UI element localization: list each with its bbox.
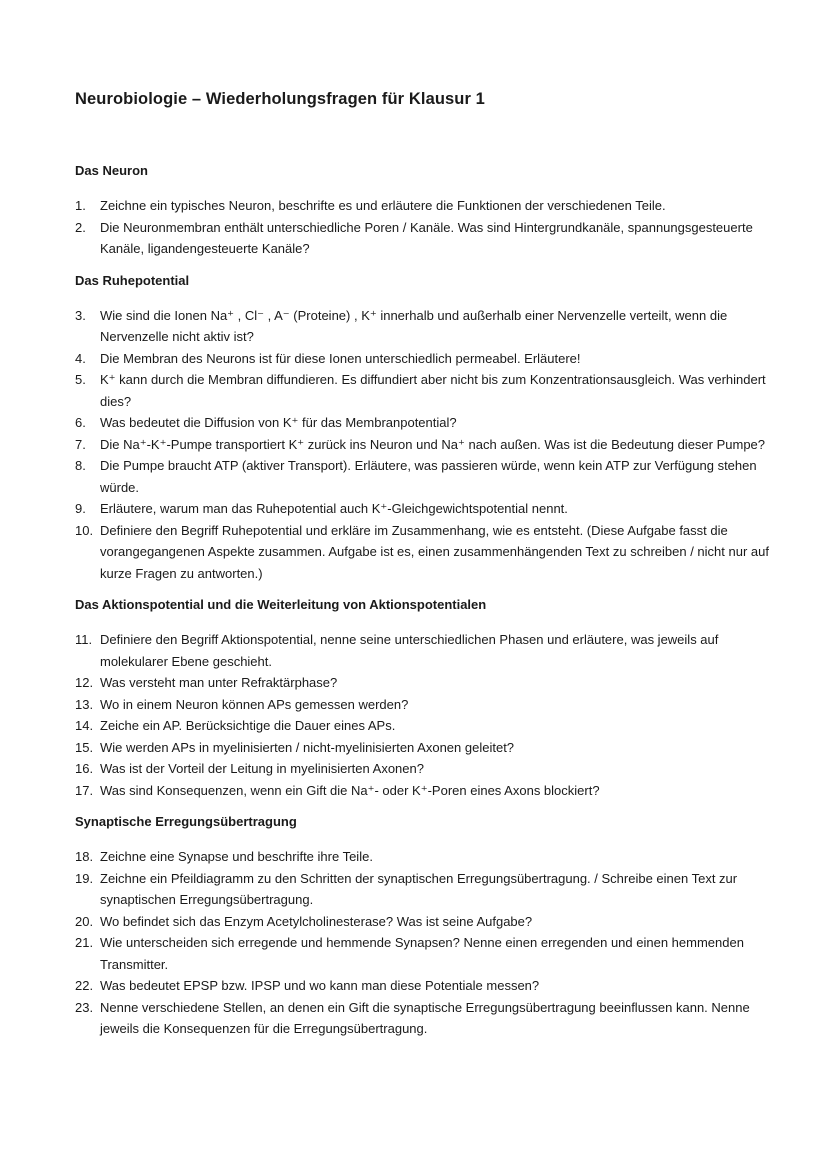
question-number: 5. (75, 372, 86, 387)
question-item (75, 694, 775, 716)
question-item (75, 737, 775, 759)
question-text: Was versteht man unter Refraktärphase? (100, 675, 338, 690)
question-text: Nenne verschiedene Stellen, an denen ein Gift die synaptische Erregungsübertragung beeinflussen kann. Nenne jeweils die Konsequenzen für die Erregungsübertragung. (100, 999, 750, 1036)
section (75, 813, 775, 1040)
question-item (75, 997, 775, 1040)
question-text: Wie sind die Ionen Na⁺ , Cl⁻ , A⁻ (Proteine) , K⁺ innerhalb und außerhalb einer Nervenzelle verteilt, wenn die Nervenzelle nicht aktiv ist? (100, 307, 728, 344)
question-item (75, 715, 775, 737)
question-text: Wo in einem Neuron können APs gemessen werden? (100, 696, 409, 712)
question-item (75, 305, 775, 348)
question-text: Zeichne eine Synapse und beschrifte ihre Teile. (100, 849, 373, 864)
section-heading: Das Ruhepotential (75, 272, 190, 288)
question-number: 1. (75, 198, 86, 213)
question-number: 15. (75, 739, 94, 755)
question-text: Wie unterscheiden sich erregende und hemmende Synapsen? Nenne einen erregenden und einen hemmenden Transmitter. (100, 935, 744, 972)
question-item (75, 434, 775, 456)
question-text: Die Membran des Neurons ist für diese Ionen unterschiedlich permeabel. Erläutere! (100, 350, 581, 366)
question-item (75, 911, 775, 933)
question-text: Wo befindet sich das Enzym Acetylcholinesterase? Was ist seine Aufgabe? (100, 913, 533, 929)
question-text: Zeiche ein AP. Berücksichtige die Dauer eines APs. (100, 718, 396, 733)
document-content (75, 88, 775, 1052)
question-text: Was bedeutet die Diffusion von K⁺ für das Membranpotential? (100, 415, 457, 430)
question-text: Die Neuronmembran enthält unterschiedliche Poren / Kanäle. Was sind Hintergrundkanäle, spannungsgesteuerte Kanäle, ligandengesteuerte Kanäle? (100, 219, 753, 256)
question-number: 19. (75, 870, 94, 886)
question-number: 11. (75, 632, 93, 647)
question-list (75, 305, 775, 585)
question-text: Die Pumpe braucht ATP (aktiver Transport). Erläutere, was passieren würde, wenn kein ATP zur Verfügung stehen würde. (100, 458, 757, 495)
question-item (75, 520, 775, 585)
question-number: 4. (75, 350, 86, 366)
question-item (75, 932, 775, 975)
section (75, 162, 775, 260)
question-text: Was sind Konsequenzen, wenn ein Gift die Na⁺- oder K⁺-Poren eines Axons blockiert? (100, 782, 600, 798)
question-item (75, 868, 775, 911)
section (75, 596, 775, 801)
question-text: Was ist der Vorteil der Leitung in myelinisierten Axonen? (100, 761, 424, 776)
question-number: 18. (75, 849, 94, 864)
question-text: Die Na⁺-K⁺-Pumpe transportiert K⁺ zurück ins Neuron und Na⁺ nach außen. Was ist die Bedeutung dieser Pumpe? (100, 436, 766, 452)
question-text: K⁺ kann durch die Membran diffundieren. Es diffundiert aber nicht bis zum Konzentrationsausgleich. Was verhindert dies? (100, 372, 766, 409)
section (75, 272, 775, 585)
question-text: Zeichne ein typisches Neuron, beschrifte es und erläutere die Funktionen der verschiedenen Teile. (100, 198, 666, 213)
document-title: Neurobiologie – Wiederholungsfragen für Klausur 1 (75, 90, 485, 108)
question-item (75, 412, 775, 434)
question-item (75, 455, 775, 498)
section-heading: Das Aktionspotential und die Weiterleitung von Aktionspotentialen (75, 597, 487, 612)
question-number: 9. (75, 501, 86, 516)
question-number: 3. (75, 307, 86, 323)
question-item (75, 629, 775, 672)
question-text: Erläutere, warum man das Ruhepotential auch K⁺-Gleichgewichtspotential nennt. (100, 501, 568, 516)
question-number: 7. (75, 436, 86, 452)
question-text: Was bedeutet EPSP bzw. IPSP und wo kann man diese Potentiale messen? (100, 978, 540, 993)
question-item (75, 195, 775, 217)
question-number: 21. (75, 935, 94, 950)
question-item (75, 672, 775, 694)
question-number: 2. (75, 219, 86, 235)
question-number: 16. (75, 761, 94, 776)
question-item (75, 758, 775, 780)
question-list (75, 629, 775, 801)
sections-container (75, 162, 775, 1040)
question-number: 10. (75, 522, 94, 538)
question-number: 14. (75, 718, 94, 733)
question-item (75, 369, 775, 412)
question-number: 12. (75, 675, 94, 690)
question-text: Wie werden APs in myelinisierten / nicht-myelinisierten Axonen geleitet? (100, 739, 515, 755)
question-number: 20. (75, 913, 94, 929)
question-list (75, 195, 775, 260)
question-number: 22. (75, 978, 94, 993)
question-list (75, 846, 775, 1040)
question-number: 6. (75, 415, 86, 430)
section-heading: Das Neuron (75, 163, 148, 178)
question-item (75, 780, 775, 802)
question-number: 17. (75, 782, 94, 798)
question-text: Definiere den Begriff Ruhepotential und erkläre im Zusammenhang, wie es entsteht. (Diese Aufgabe fasst die vorangegangenen Aspekte zusammen. Aufgabe ist es, einen zusammenhängenden Text zu schreiben / nicht nur auf kurze Fragen zu antworten.) (100, 522, 769, 581)
question-item (75, 348, 775, 370)
section-heading: Synaptische Erregungsübertragung (75, 814, 297, 829)
question-item (75, 217, 775, 260)
question-text: Definiere den Begriff Aktionspotential, nenne seine unterschiedlichen Phasen und erläutere, was jeweils auf molekularer Ebene geschieht. (100, 632, 719, 669)
question-item (75, 975, 775, 997)
question-number: 13. (75, 696, 94, 712)
question-number: 8. (75, 458, 86, 473)
question-item (75, 498, 775, 520)
question-number: 23. (75, 999, 94, 1015)
question-text: Zeichne ein Pfeildiagramm zu den Schritten der synaptischen Erregungsübertragung. / Schreibe einen Text zur synaptischen Erregungsübertragung. (100, 870, 738, 907)
question-item (75, 846, 775, 868)
